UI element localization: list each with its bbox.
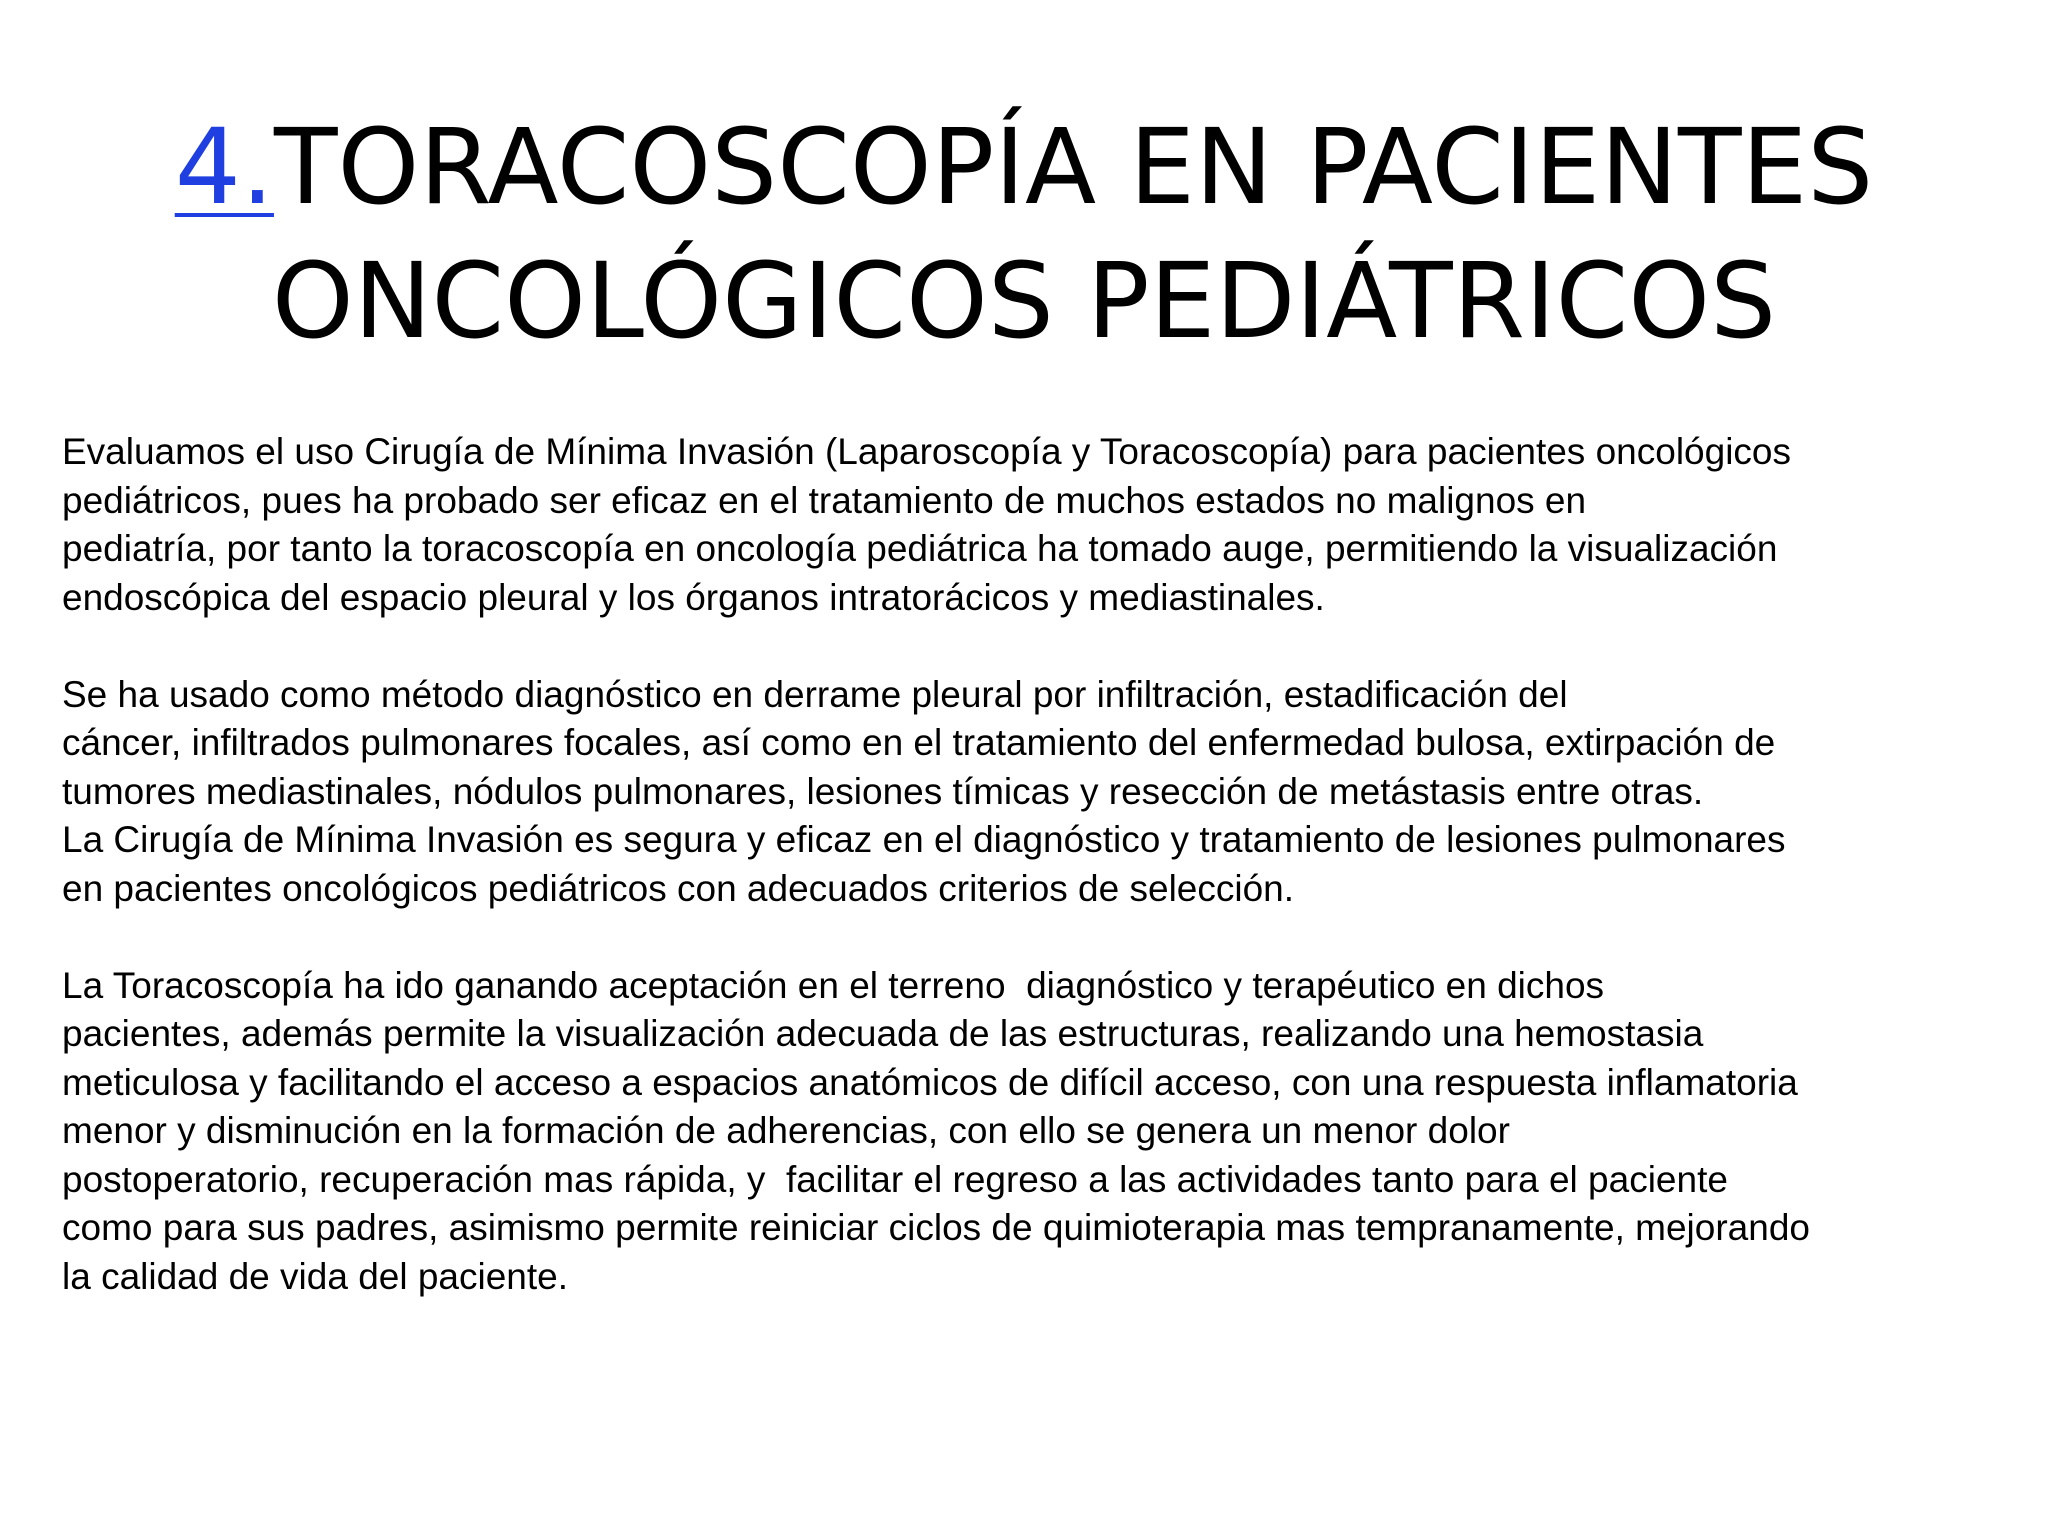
section-number-link[interactable]: 4. — [174, 106, 274, 228]
paragraph-line: en pacientes oncológicos pediátricos con adecuados criterios de selección. — [62, 867, 1295, 909]
paragraph-line: como para sus padres, asimismo permite reiniciar ciclos de quimioterapia mas tempranamente, mejorando — [62, 1207, 1810, 1248]
paragraph-line: Evaluamos el uso Cirugía de Mínima Invasión (Laparoscopía y Toracoscopía) para pacientes oncológicos — [62, 431, 1791, 472]
title-line-1-text: TORACOSCOPÍA EN PACIENTES — [273, 106, 1874, 228]
paragraph-line: postoperatorio, recuperación mas rápida, y facilitar el regreso a las actividades tanto para el paciente — [62, 1158, 1728, 1200]
paragraph-line: tumores mediastinales, nódulos pulmonares, lesiones tímicas y resección de metástasis entre otras. — [62, 770, 1704, 812]
paragraph-line: menor y disminución en la formación de adherencias, con ello se genera un menor dolor — [62, 1110, 1510, 1151]
paragraph-spacer — [62, 622, 2022, 671]
body-text — [62, 428, 2022, 1301]
paragraph-2 — [62, 671, 2022, 914]
paragraph-spacer — [62, 913, 2022, 962]
paragraph-1 — [62, 428, 2022, 622]
paragraph-line: La Cirugía de Mínima Invasión es segura y eficaz en el diagnóstico y tratamiento de lesiones pulmonares — [62, 819, 1786, 860]
slide-title — [0, 100, 2048, 368]
paragraph-line: cáncer, infiltrados pulmonares focales, así como en el tratamiento del enfermedad bulosa, extirpación de — [62, 722, 1776, 763]
paragraph-line: Se ha usado como método diagnóstico en derrame pleural por infiltración, estadificación del — [62, 673, 1568, 715]
paragraph-line: endoscópica del espacio pleural y los órganos intratorácicos y mediastinales. — [62, 576, 1325, 618]
title-line-1 — [0, 100, 2048, 234]
paragraph-3 — [62, 962, 2022, 1302]
paragraph-line: la calidad de vida del paciente. — [62, 1255, 569, 1297]
paragraph-line: pediátricos, pues ha probado ser eficaz en el tratamiento de muchos estados no malignos en — [62, 479, 1587, 521]
title-line-2: ONCOLÓGICOS PEDIÁTRICOS — [271, 240, 1777, 362]
paragraph-line: pacientes, además permite la visualización adecuada de las estructuras, realizando una hemostasia — [62, 1013, 1704, 1054]
paragraph-line: La Toracoscopía ha ido ganando aceptación en el terreno diagnóstico y terapéutico en dichos — [62, 964, 1605, 1006]
paragraph-line: pediatría, por tanto la toracoscopía en oncología pediátrica ha tomado auge, permitiendo la visualización — [62, 528, 1778, 569]
paragraph-line: meticulosa y facilitando el acceso a espacios anatómicos de difícil acceso, con una respuesta inflamatoria — [62, 1061, 1798, 1103]
